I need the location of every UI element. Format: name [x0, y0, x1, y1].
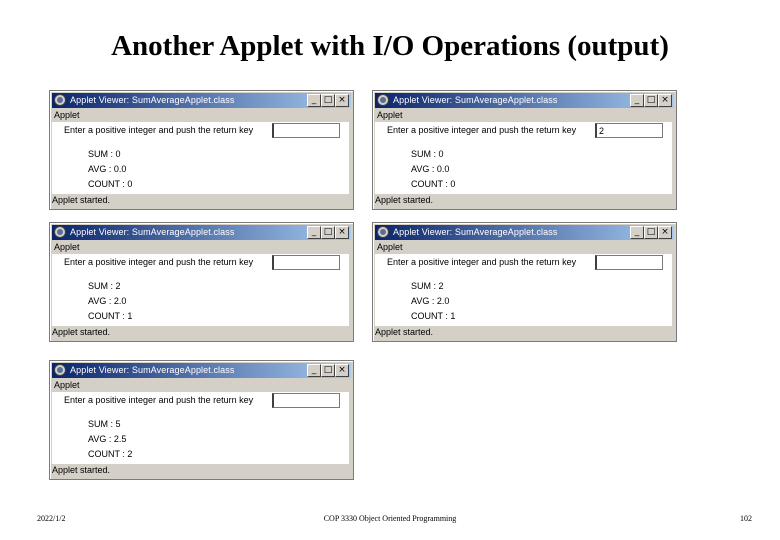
maximize-button[interactable]: □: [644, 226, 658, 239]
applet-content: [52, 122, 349, 194]
sum-label: SUM : 0: [88, 149, 121, 159]
window-title: Applet Viewer: SumAverageApplet.class: [70, 365, 235, 375]
minimize-button[interactable]: _: [307, 94, 321, 107]
window-titlebar[interactable]: [375, 93, 674, 108]
close-button[interactable]: ×: [335, 364, 349, 377]
maximize-button[interactable]: □: [321, 226, 335, 239]
menu-applet[interactable]: Applet: [377, 110, 403, 120]
sum-label: SUM : 0: [411, 149, 444, 159]
maximize-button[interactable]: □: [321, 94, 335, 107]
applet-content: [375, 254, 672, 326]
applet-content: [52, 254, 349, 326]
prompt-label: Enter a positive integer and push the return key: [64, 257, 254, 267]
integer-input[interactable]: [272, 393, 340, 408]
avg-label: AVG : 0.0: [411, 164, 450, 174]
count-label: COUNT : 0: [411, 179, 456, 189]
maximize-button[interactable]: □: [321, 364, 335, 377]
integer-input[interactable]: [595, 255, 663, 270]
avg-label: AVG : 2.0: [88, 296, 127, 306]
slide-title: Another Applet with I/O Operations (output): [111, 30, 669, 62]
close-button[interactable]: ×: [335, 226, 349, 239]
prompt-label: Enter a positive integer and push the return key: [387, 125, 577, 135]
integer-input[interactable]: [272, 123, 340, 138]
java-app-icon: [54, 94, 66, 106]
window-title: Applet Viewer: SumAverageApplet.class: [393, 95, 558, 105]
minimize-button[interactable]: _: [307, 364, 321, 377]
sum-label: SUM : 2: [88, 281, 121, 291]
integer-input[interactable]: [595, 123, 663, 138]
close-button[interactable]: ×: [335, 94, 349, 107]
window-title: Applet Viewer: SumAverageApplet.class: [393, 227, 558, 237]
applet-window: [49, 222, 354, 342]
avg-label: AVG : 2.0: [411, 296, 450, 306]
applet-content: [52, 392, 349, 464]
status-bar: Applet started.: [52, 465, 111, 475]
close-button[interactable]: ×: [658, 94, 672, 107]
status-bar: Applet started.: [52, 327, 111, 337]
sum-label: SUM : 5: [88, 419, 121, 429]
status-bar: Applet started.: [375, 195, 434, 205]
prompt-label: Enter a positive integer and push the return key: [387, 257, 577, 267]
maximize-button[interactable]: □: [644, 94, 658, 107]
count-label: COUNT : 1: [88, 311, 133, 321]
window-title: Applet Viewer: SumAverageApplet.class: [70, 227, 235, 237]
window-titlebar[interactable]: [375, 225, 674, 240]
footer-course: COP 3330 Object Oriented Programming: [323, 514, 457, 523]
count-label: COUNT : 2: [88, 449, 133, 459]
menu-applet[interactable]: Applet: [54, 242, 80, 252]
applet-window: [372, 90, 677, 210]
applet-window: [49, 90, 354, 210]
minimize-button[interactable]: _: [307, 226, 321, 239]
footer-page-number: 102: [740, 514, 752, 523]
window-titlebar[interactable]: [52, 93, 351, 108]
java-app-icon: [377, 226, 389, 238]
footer-date: 2022/1/2: [37, 514, 66, 523]
menu-applet[interactable]: Applet: [54, 110, 80, 120]
window-titlebar[interactable]: [52, 225, 351, 240]
window-titlebar[interactable]: [52, 363, 351, 378]
status-bar: Applet started.: [52, 195, 111, 205]
java-app-icon: [54, 364, 66, 376]
applet-window: [372, 222, 677, 342]
window-title: Applet Viewer: SumAverageApplet.class: [70, 95, 235, 105]
integer-input[interactable]: [272, 255, 340, 270]
prompt-label: Enter a positive integer and push the return key: [64, 125, 254, 135]
avg-label: AVG : 0.0: [88, 164, 127, 174]
applet-window: [49, 360, 354, 480]
menu-applet[interactable]: Applet: [54, 380, 80, 390]
minimize-button[interactable]: _: [630, 226, 644, 239]
close-button[interactable]: ×: [658, 226, 672, 239]
avg-label: AVG : 2.5: [88, 434, 127, 444]
count-label: COUNT : 0: [88, 179, 133, 189]
menu-applet[interactable]: Applet: [377, 242, 403, 252]
prompt-label: Enter a positive integer and push the return key: [64, 395, 254, 405]
java-app-icon: [377, 94, 389, 106]
sum-label: SUM : 2: [411, 281, 444, 291]
count-label: COUNT : 1: [411, 311, 456, 321]
java-app-icon: [54, 226, 66, 238]
minimize-button[interactable]: _: [630, 94, 644, 107]
status-bar: Applet started.: [375, 327, 434, 337]
applet-content: [375, 122, 672, 194]
